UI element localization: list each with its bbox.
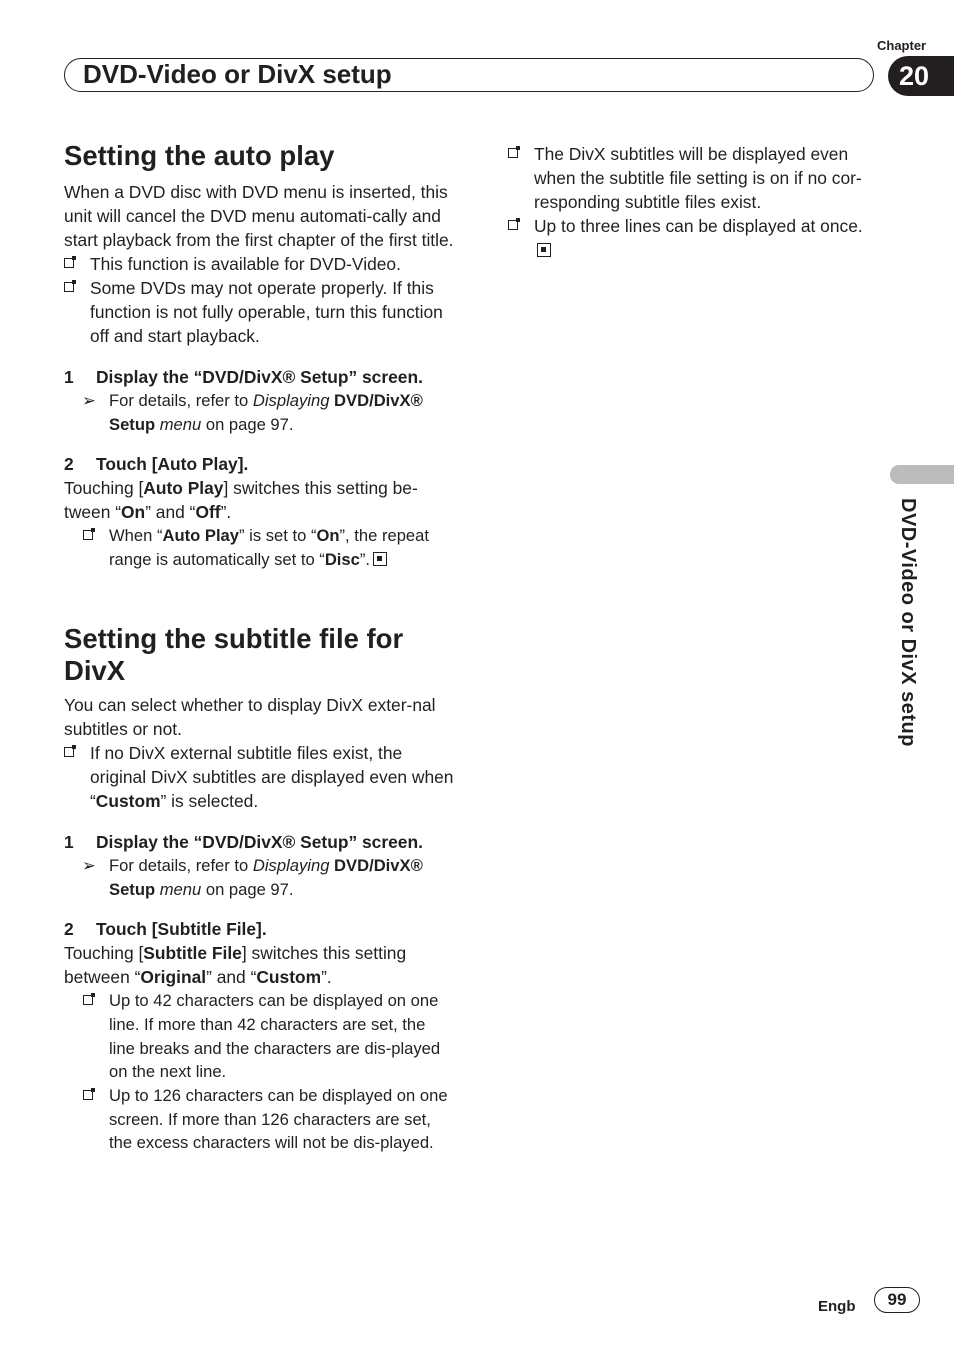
footer-language: Engb xyxy=(818,1298,856,1315)
note-checkbox-icon xyxy=(508,148,518,158)
note-checkbox-icon xyxy=(64,258,74,268)
note-checkbox-icon xyxy=(83,530,93,540)
right-note: Up to three lines can be displayed at once. xyxy=(508,214,878,262)
note-checkbox-icon xyxy=(83,1090,93,1100)
subtitle-step-2-note: Up to 42 characters can be displayed on one line. If more than 42 characters are set, the line breaks and the characters are dis-played on the next line. xyxy=(64,989,454,1084)
section-header-bar xyxy=(64,58,874,92)
end-of-section-icon xyxy=(373,552,387,566)
subtitle-reference: ➢ For details, refer to Displaying DVD/DivX® Setup menu on page 97. xyxy=(82,855,423,899)
auto-play-note: This function is available for DVD-Video. xyxy=(64,252,454,276)
chapter-label: Chapter xyxy=(877,38,927,53)
subtitle-heading: Setting the subtitle file for DivX xyxy=(64,622,404,686)
side-tab-label: DVD-Video or DivX setup xyxy=(897,498,919,747)
note-checkbox-icon xyxy=(64,282,74,292)
right-note: The DivX subtitles will be displayed even when the subtitle file setting is on if no cor-responding subtitle files exist. xyxy=(508,142,878,214)
arrow-right-icon: ➢ xyxy=(82,391,96,410)
left-column xyxy=(64,140,454,1155)
subtitle-step-2: 2 Touch [Subtitle File]. xyxy=(64,919,267,940)
right-column xyxy=(508,142,878,262)
subtitle-note: If no DivX external subtitle files exist, the original DivX subtitles are displayed even when “Custom” is selected. xyxy=(64,741,454,813)
auto-play-step-1: 1 Display the “DVD/DivX® Setup” screen. xyxy=(64,367,423,387)
subtitle-step-2-text: Touching [Subtitle File] switches this setting between “Original” and “Custom”. xyxy=(64,943,407,988)
page-number: 99 xyxy=(874,1287,920,1313)
auto-play-step-2-text: Touching [Auto Play] switches this setting be-tween “On” and “Off”. xyxy=(64,478,418,523)
note-checkbox-icon xyxy=(64,747,74,757)
subtitle-step-2-note: Up to 126 characters can be displayed on one screen. If more than 126 characters are set, the excess characters will not be dis-played. xyxy=(64,1084,454,1155)
subtitle-step-1: 1 Display the “DVD/DivX® Setup” screen. xyxy=(64,831,423,852)
subtitle-intro: You can select whether to display DivX exter-nal subtitles or not. xyxy=(64,694,436,739)
end-of-section-icon xyxy=(537,243,551,257)
arrow-right-icon: ➢ xyxy=(82,855,96,875)
auto-play-step-2-note: When “Auto Play” is set to “On”, the repeat range is automatically set to “Disc”. xyxy=(64,524,454,571)
auto-play-heading: Setting the auto play xyxy=(64,140,335,171)
chapter-number-badge: 20 xyxy=(888,56,954,96)
auto-play-reference: ➢ For details, refer to Displaying DVD/DivX® Setup menu on page 97. xyxy=(82,391,423,434)
note-checkbox-icon xyxy=(83,995,93,1005)
auto-play-step-2: 2 Touch [Auto Play]. xyxy=(64,454,249,475)
note-checkbox-icon xyxy=(508,220,518,230)
auto-play-intro: When a DVD disc with DVD menu is inserted, this unit will cancel the DVD menu automati-cally and start playback from the first chapter of the first title. xyxy=(64,182,454,250)
auto-play-note: Some DVDs may not operate properly. If this function is not fully operable, turn this function off and start playback. xyxy=(64,276,454,348)
side-tab-marker xyxy=(890,465,954,484)
section-title: DVD-Video or DivX setup xyxy=(83,59,392,89)
